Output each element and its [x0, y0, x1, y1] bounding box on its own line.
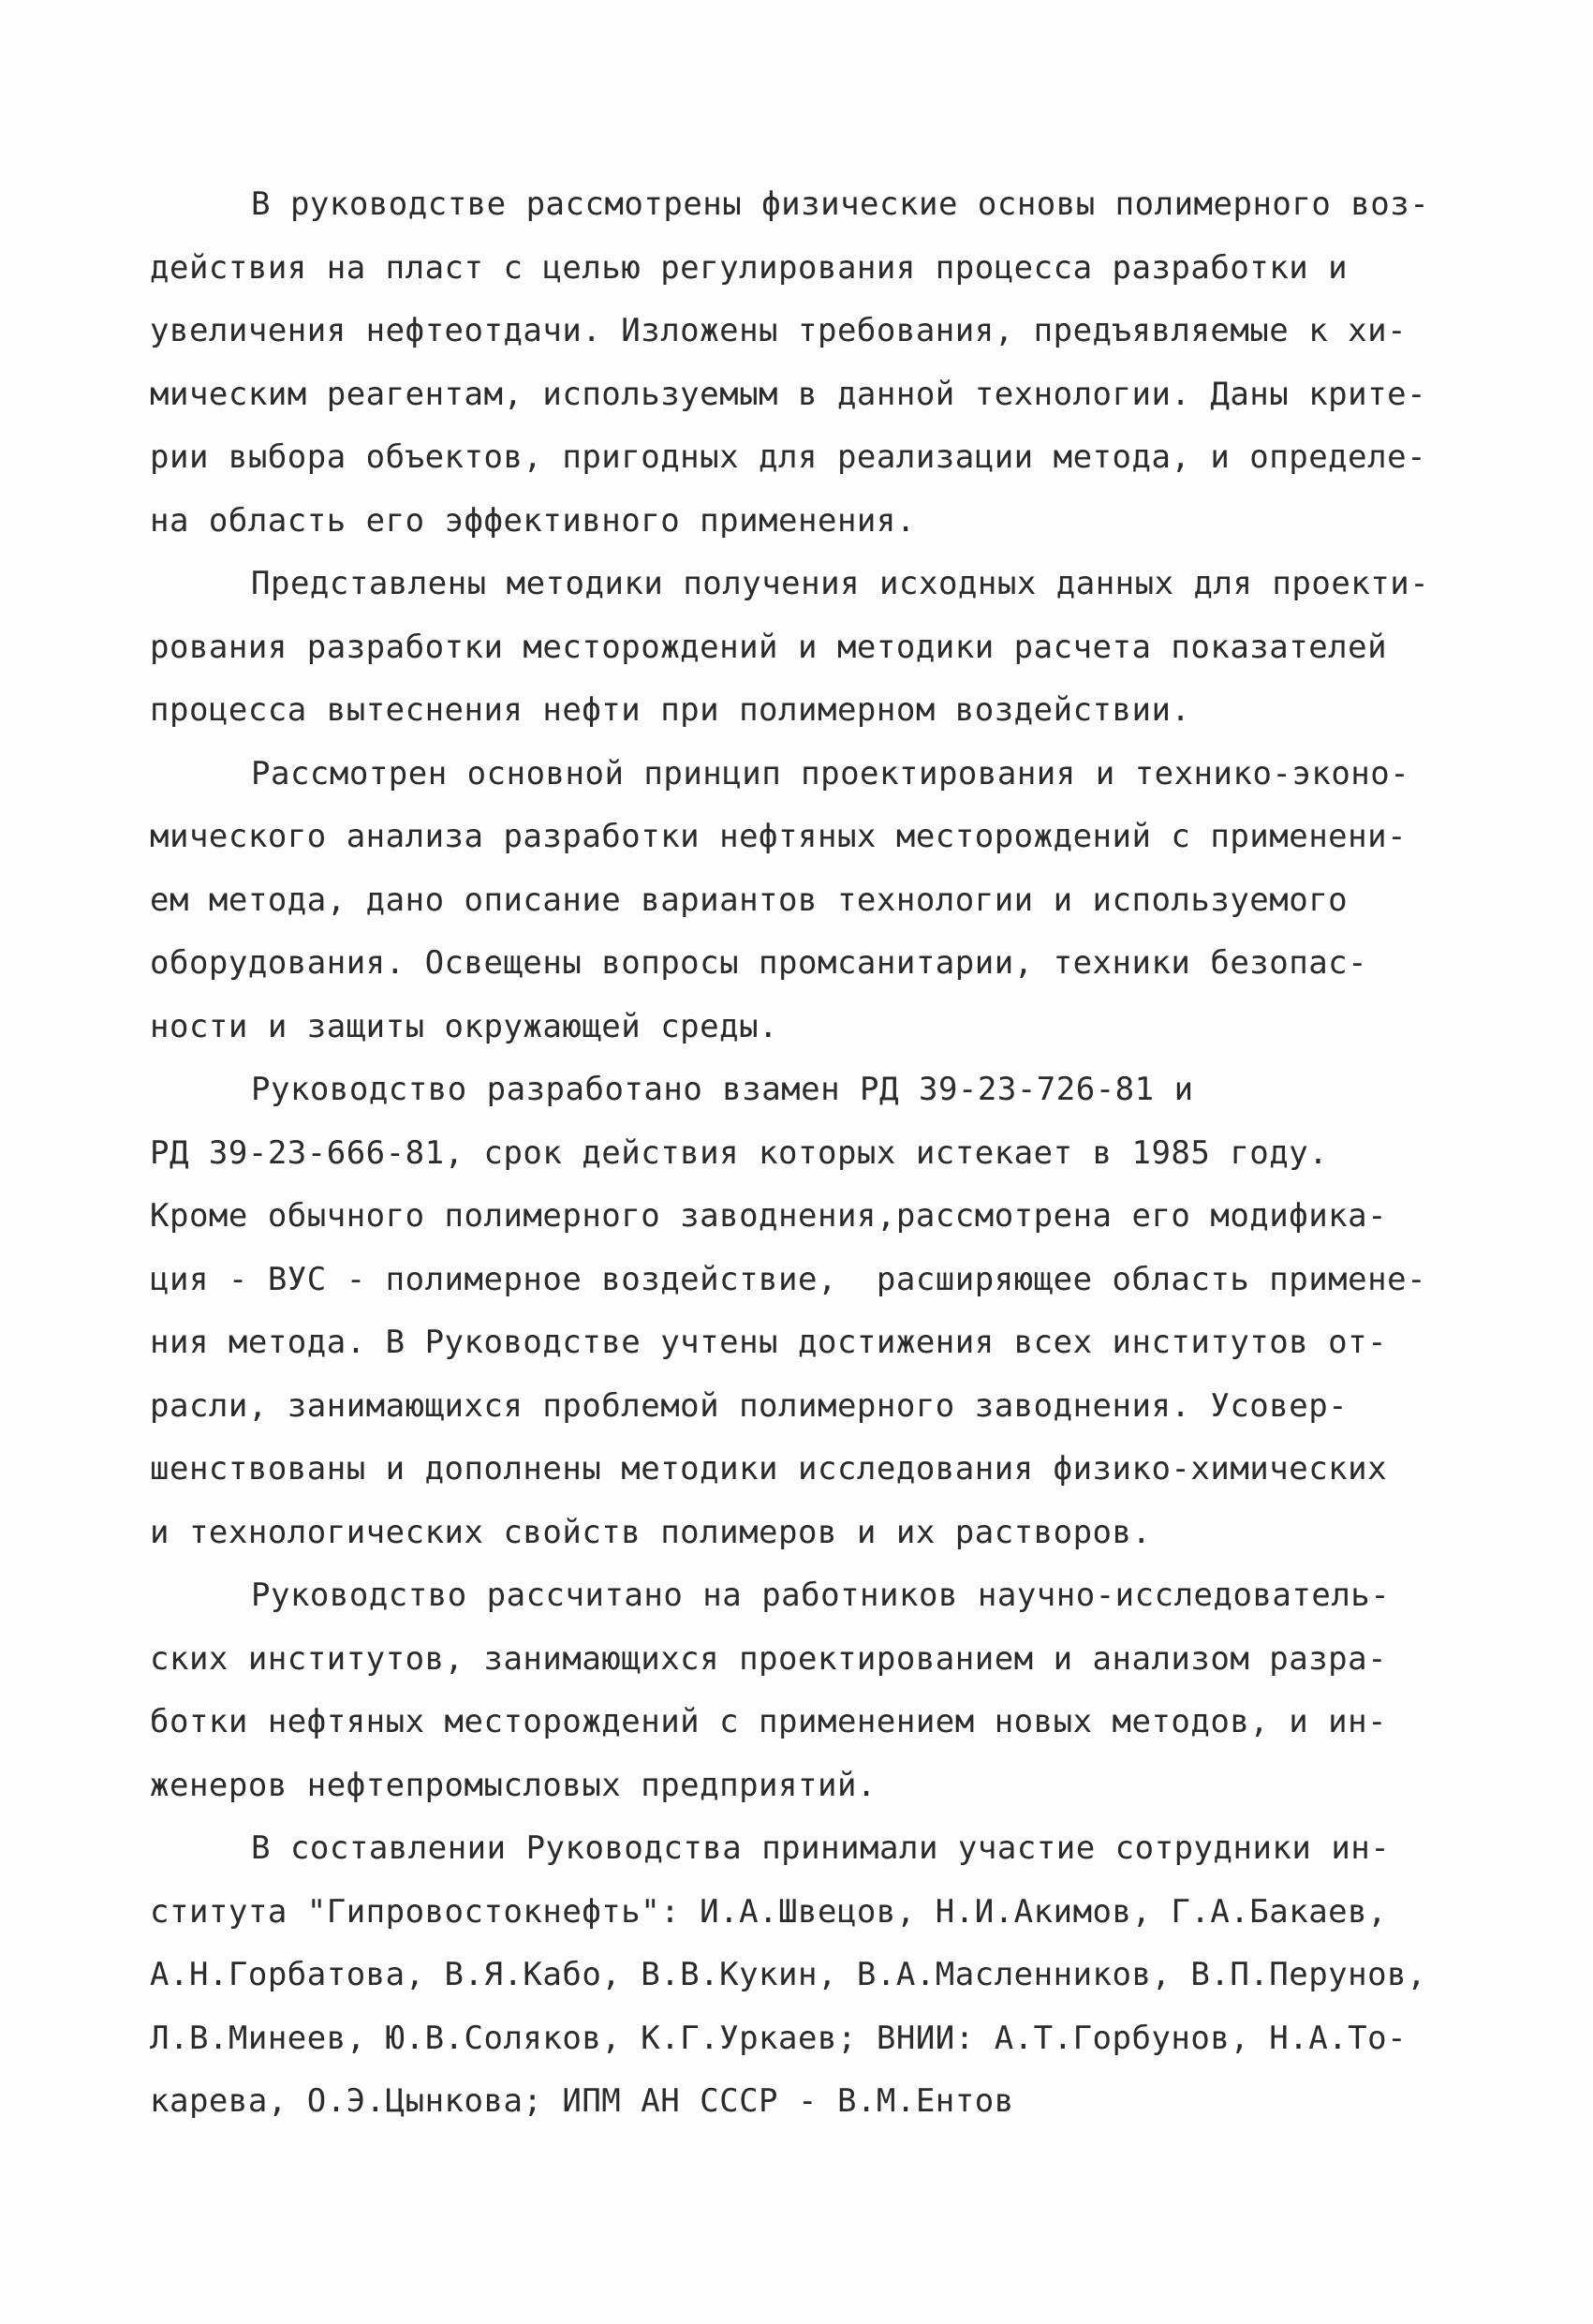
text-line: карева, О.Э.Цынкова; ИПМ АН СССР - В.М.Ентов [150, 2082, 1014, 2120]
text-line: на область его эффективного применения. [150, 501, 916, 540]
text-line: ститута "Гипровостокнефть": И.А.Швецов, Н.И.Акимов, Г.А.Бакаев, [150, 1892, 1388, 1931]
text-line: мическим реагентам, используемым в данной технологии. Даны крите- [150, 375, 1427, 413]
text-line: Руководство рассчитано на работников научно-исследователь- [251, 1576, 1391, 1614]
paragraph-1 [150, 173, 1480, 553]
paragraph-6 [150, 1817, 1480, 2134]
document-body [150, 173, 1480, 2134]
text-line: шенствованы и дополнены методики исследования физико-химических [150, 1450, 1388, 1488]
text-line: В составлении Руководства принимали участие сотрудники ин- [251, 1829, 1391, 1867]
text-line: женеров нефтепромысловых предприятий. [150, 1766, 877, 1804]
text-line: ция - ВУС - полимерное воздействие, расширяющее область примене- [150, 1260, 1427, 1298]
paragraph-2 [150, 553, 1480, 743]
text-line: процесса вытеснения нефти при полимерном воздействии. [150, 691, 1191, 729]
text-line: оборудования. Освещены вопросы промсанитарии, техники безопас- [150, 944, 1368, 982]
text-line: увеличения нефтеотдачи. Изложены требования, предъявляемые к хи- [150, 312, 1408, 349]
text-line: ских институтов, занимающихся проектированием и анализом разра- [150, 1639, 1388, 1678]
paragraph-3 [150, 743, 1480, 1059]
text-line: Л.В.Минеев, Ю.В.Соляков, К.Г.Уркаев; ВНИИ: А.Т.Горбунов, Н.А.То- [150, 2019, 1408, 2057]
text-line: А.Н.Горбатова, В.Я.Кабо, В.В.Кукин, В.А.Масленников, В.П.Перунов, [150, 1956, 1427, 1993]
text-line: ем метода, дано описание вариантов технологии и используемого [150, 881, 1349, 919]
text-line: РД 39-23-666-81, срок действия которых истекает в 1985 году. [150, 1133, 1329, 1172]
text-line: мического анализа разработки нефтяных месторождений с применени- [150, 818, 1408, 855]
text-line: рования разработки месторождений и методики расчета показателей [150, 628, 1388, 666]
text-line: Руководство разработано взамен РД 39-23-726-81 и [251, 1071, 1194, 1108]
text-line: ния метода. В Руководстве учтены достижения всех институтов от- [150, 1324, 1388, 1361]
text-line: ботки нефтяных месторождений с применением новых методов, и ин- [150, 1703, 1388, 1740]
paragraph-5 [150, 1564, 1480, 1817]
text-line: Представлены методики получения исходных данных для проекти- [251, 565, 1430, 602]
text-line: расли, занимающихся проблемой полимерного заводнения. Усовер- [150, 1386, 1349, 1425]
text-line: действия на пласт с целью регулирования процесса разработки и [150, 248, 1349, 287]
text-line: В руководстве рассмотрены физические основы полимерного воз- [251, 185, 1430, 223]
text-line: рии выбора объектов, пригодных для реализации метода, и определе- [150, 438, 1427, 476]
text-line: Рассмотрен основной принцип проектирования и технико-эконо- [251, 754, 1410, 792]
text-line: ности и защиты окружающей среды. [150, 1007, 779, 1045]
paragraph-4 [150, 1058, 1480, 1564]
text-line: и технологических свойств полимеров и их растворов. [150, 1513, 1152, 1551]
text-line: Кроме обычного полимерного заводнения,рассмотрена его модифика- [150, 1197, 1388, 1235]
